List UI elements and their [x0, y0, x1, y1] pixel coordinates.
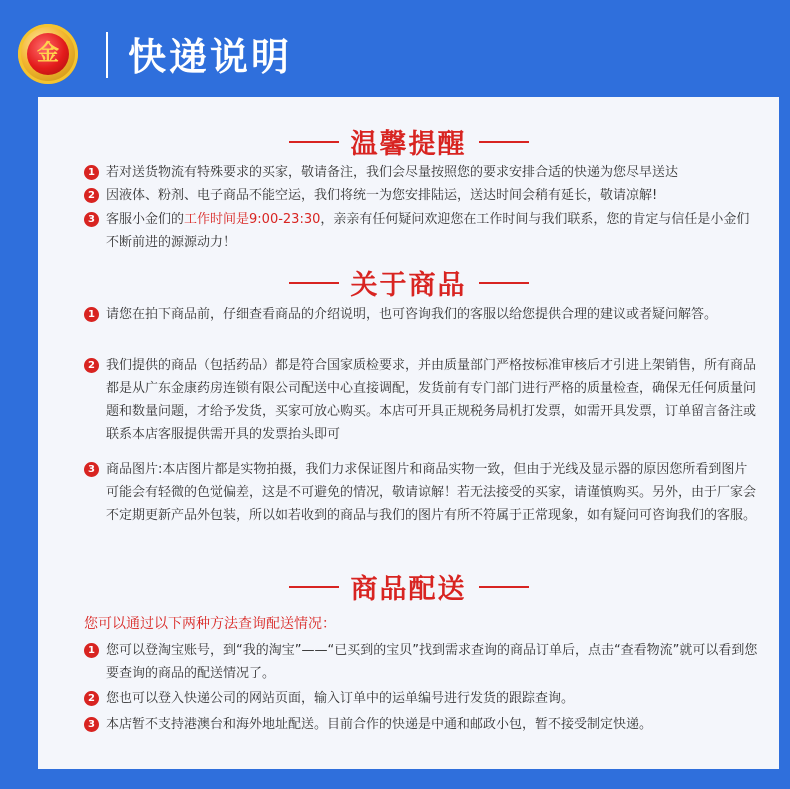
item-text: 若对送货物流有特殊要求的买家，敬请备注，我们会尽量按照您的要求安排合适的快递为您尽早送达 [106, 165, 679, 180]
number-badge: 2 [84, 691, 99, 706]
page-title: 快递说明 [128, 35, 293, 79]
section-heading-delivery [38, 567, 779, 603]
number-badge: 1 [84, 165, 99, 180]
section-title: 温馨提醒 [350, 129, 467, 160]
content-card [38, 97, 779, 769]
heading-line-left [289, 586, 339, 588]
delivery-item-2 [86, 687, 758, 710]
delivery-item-3 [86, 713, 758, 736]
number-badge: 1 [84, 307, 99, 322]
number-badge: 2 [84, 358, 99, 373]
about-item-2 [86, 354, 758, 446]
delivery-item-1 [86, 639, 758, 685]
item-text-after: ，亲亲有任何疑问欢迎您在工作时间与我们联系，您的肯定与信任是小金们不断前进的源源动力！ [106, 212, 750, 250]
heading-line-left [289, 141, 339, 143]
delivery-subtitle: 您可以通过以下两种方法查询配送情况： [84, 616, 336, 632]
item-text: 商品图片:本店图片都是实物拍摄，我们力求保证图片和商品实物一致，但由于光线及显示器的原因您所看到图片可能会有轻微的色觉偏差，这是不可避免的情况，敬请谅解！若无法接受的买家，请谨慎购买。另外，由于厂家会不定期更新产品外包装，所以如若收到的商品与我们的图片有所不符属于正常现象，如有疑问可咨询我们的客服。 [106, 462, 757, 523]
header [0, 0, 790, 100]
brand-logo [18, 24, 78, 84]
logo-mark: 金 [27, 33, 69, 75]
heading-line-right [479, 141, 529, 143]
notice-item-2 [86, 184, 758, 207]
section-title: 商品配送 [350, 574, 467, 605]
item-text: 您也可以登入快递公司的网站页面，输入订单中的运单编号进行发货的跟踪查询。 [106, 691, 575, 706]
about-item-1 [86, 303, 758, 326]
number-badge: 3 [84, 462, 99, 477]
notice-item-3 [86, 208, 758, 254]
item-text: 请您在拍下商品前，仔细查看商品的介绍说明，也可咨询我们的客服以给您提供合理的建议或者疑问解答。 [106, 307, 718, 322]
number-badge: 2 [84, 188, 99, 203]
item-text: 我们提供的商品（包括药品）都是符合国家质检要求，并由质量部门严格按标准审核后才引进上架销售，所有商品都是从广东金康药房连锁有限公司配送中心直接调配，发货前有专门部门进行严格的质量检查，确保无任何质量问题和数量问题，才给予发货，买家可放心购买。本店可开具正规税务局机打发票，如需开具发票，订单留言备注或联系本店客服提供需开具的发票抬头即可 [106, 358, 757, 442]
section-heading-about [38, 263, 779, 299]
item-text: 本店暂不支持港澳台和海外地址配送。目前合作的快递是中通和邮政小包，暂不接受制定快递。 [106, 717, 653, 732]
item-text-before: 客服小金们的 [106, 212, 185, 227]
item-text: 您可以登淘宝账号，到“我的淘宝”——“已买到的宝贝”找到需求查询的商品订单后，点击“查看物流”就可以看到您要查询的商品的配送情况了。 [106, 643, 758, 681]
heading-line-right [479, 586, 529, 588]
notice-item-1 [86, 161, 758, 184]
section-heading-notice [38, 122, 779, 158]
header-divider [106, 32, 108, 78]
section-title: 关于商品 [350, 270, 467, 301]
item-text [86, 208, 758, 254]
number-badge: 1 [84, 643, 99, 658]
about-item-3 [86, 458, 758, 527]
heading-line-right [479, 282, 529, 284]
number-badge: 3 [84, 212, 99, 227]
number-badge: 3 [84, 717, 99, 732]
working-hours-highlight: 工作时间是9:00-23:30 [184, 212, 321, 227]
heading-line-left [289, 282, 339, 284]
item-text: 因液体、粉剂、电子商品不能空运，我们将统一为您安排陆运，送达时间会稍有延长，敬请凉解! [106, 188, 658, 203]
